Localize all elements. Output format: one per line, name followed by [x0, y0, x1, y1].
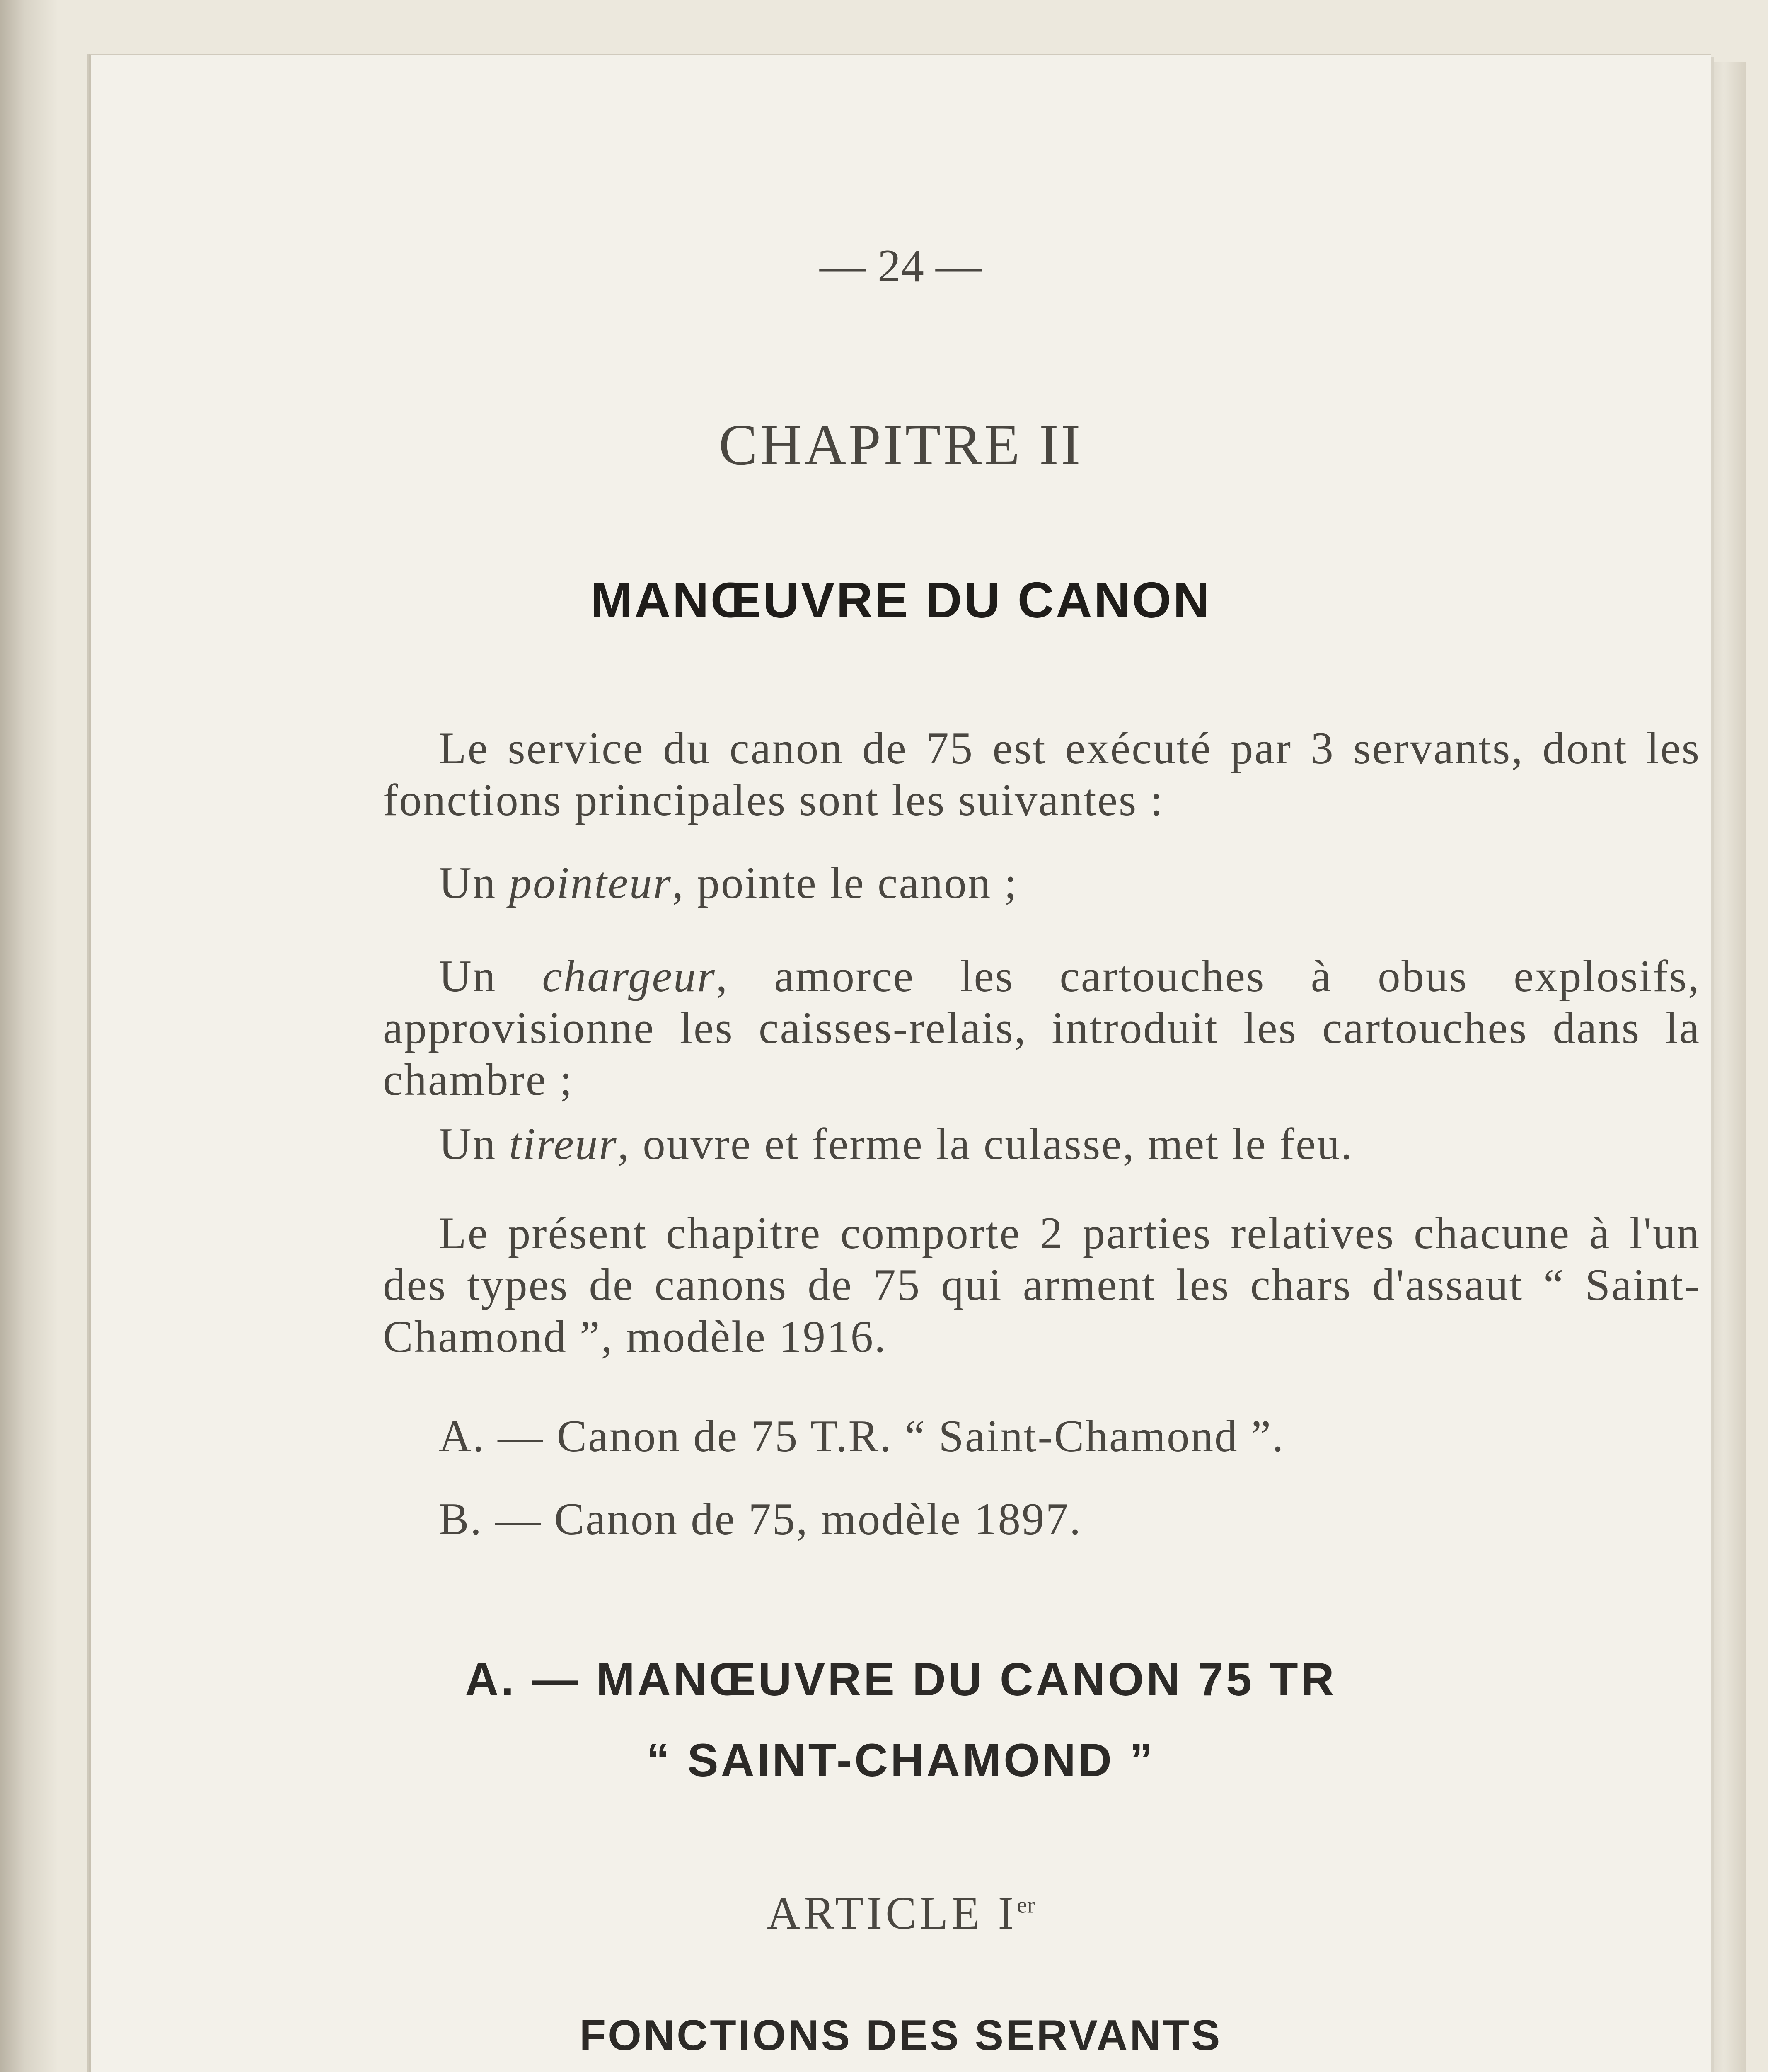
- list-item-a: [383, 1410, 1700, 1462]
- list-item-b: [383, 1493, 1700, 1545]
- paragraph-text: Le service du canon de 75 est exécuté par 3 servants, dont les fonctions principales sont les suivantes :: [383, 723, 1700, 825]
- section-heading-line1: A. — MANŒUVRE DU CANON 75 TR: [465, 1653, 1337, 1705]
- paragraph-service: [383, 722, 1700, 826]
- paragraph-lead: Un: [439, 1119, 509, 1169]
- paragraph-lead: Un: [439, 858, 509, 908]
- document-page: [89, 54, 1711, 2072]
- paragraph-text: , pointe le canon ;: [672, 858, 1018, 908]
- chapter-heading: CHAPITRE II: [718, 413, 1083, 477]
- paragraph-chargeur: [383, 950, 1700, 1106]
- emphasized-term: tireur: [509, 1119, 618, 1169]
- paragraph-tireur: [383, 1118, 1700, 1170]
- paragraph-chapter-parts: [383, 1207, 1700, 1363]
- paragraph-lead: Un: [439, 951, 542, 1001]
- main-title: MANŒUVRE DU CANON: [590, 572, 1212, 628]
- paragraph-pointeur: [383, 857, 1700, 909]
- paragraph-text: , amorce les cartouches à obus explosifs, approvisionne les caisses-relais, introduit les cartouches dans la chambre ;: [383, 951, 1701, 1105]
- list-item-text: A. — Canon de 75 T.R. “ Saint-Chamond ”.: [439, 1411, 1285, 1461]
- article-superscript: er: [1016, 1892, 1035, 1918]
- list-item-text: B. — Canon de 75, modèle 1897.: [439, 1494, 1082, 1544]
- article-label: ARTICLE I: [767, 1888, 1017, 1939]
- emphasized-term: chargeur: [542, 951, 716, 1001]
- emphasized-term: pointeur: [509, 858, 672, 908]
- paragraph-text: , ouvre et ferme la culasse, met le feu.: [617, 1119, 1354, 1169]
- section-heading-line2: “ SAINT-CHAMOND ”: [646, 1734, 1156, 1786]
- page-edge: [1709, 62, 1746, 2072]
- fonctions-heading: FONCTIONS DES SERVANTS: [579, 2011, 1222, 2060]
- paragraph-text: Le présent chapitre comporte 2 parties relatives chacune à l'un des types de canons de 75 qui arment les chars d'assaut “ Saint-Chamond ”, modèle 1916.: [383, 1208, 1700, 1362]
- page-number: — 24 —: [820, 240, 982, 292]
- article-heading: [91, 1887, 1711, 1940]
